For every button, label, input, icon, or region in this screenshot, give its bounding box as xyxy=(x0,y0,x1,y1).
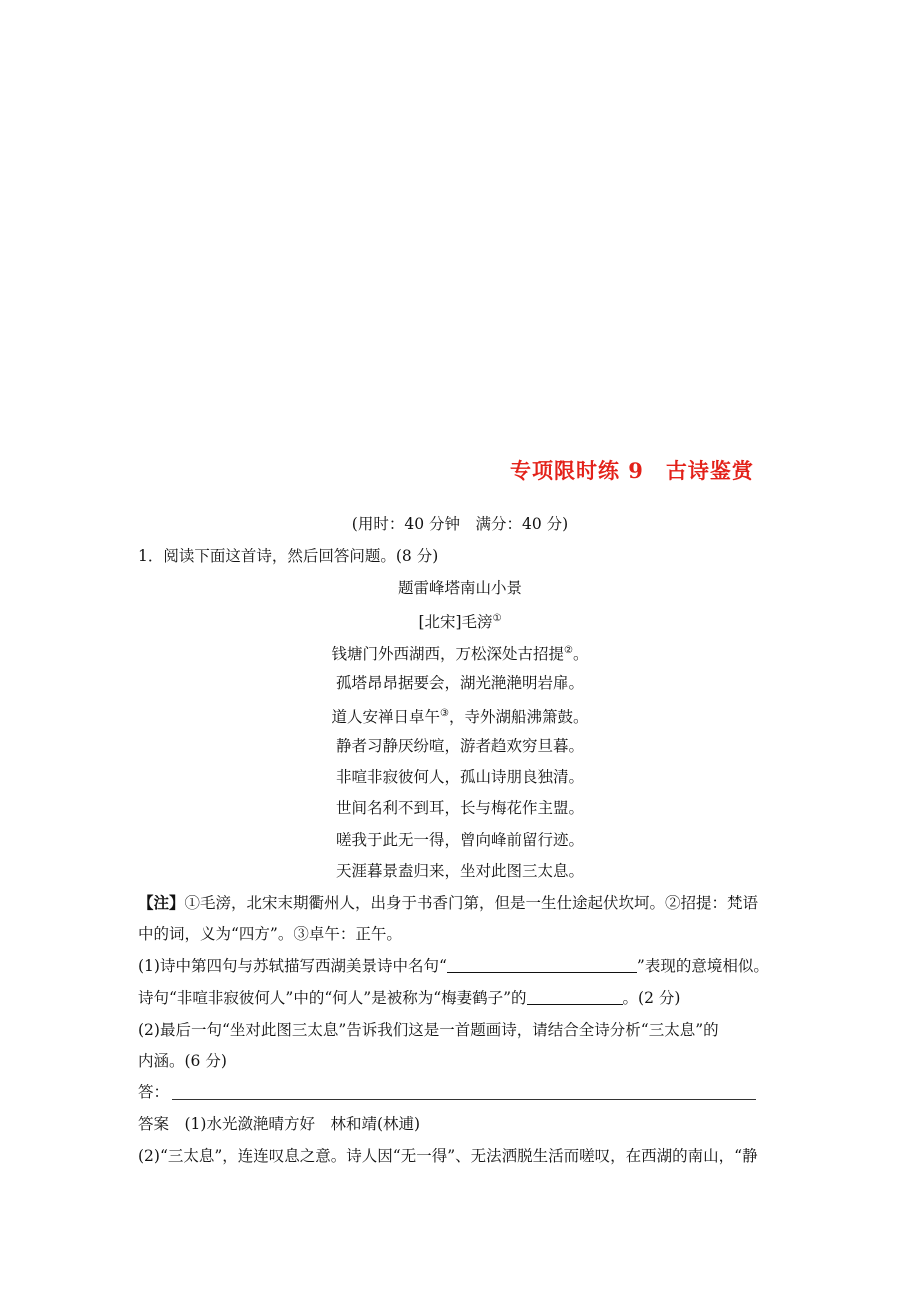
answer-label: 答： xyxy=(138,1083,170,1101)
subquestion-1-line-1 xyxy=(138,956,769,976)
poem-line xyxy=(0,641,920,664)
poem-author-text: [北宋]毛滂 xyxy=(418,613,493,631)
subquestion-1-line-2 xyxy=(138,988,680,1008)
footnote-marker: ① xyxy=(492,613,502,624)
subquestion-text: ”表现的意境相似。 xyxy=(636,957,769,975)
note-label: 【注】 xyxy=(138,893,185,912)
note-text: ①毛滂，北宋末期衢州人，出身于书香门第，但是一生仕途起伏坎坷。②招提：梵语 xyxy=(184,894,759,912)
poem-line: 孤塔昂昂据要会，湖光滟滟明岩扉。 xyxy=(335,674,584,692)
poem-line: 嗟我于此无一得，曾向峰前留行迹。 xyxy=(335,831,584,849)
subquestion-2-line-1: (2)最后一句“坐对此图三太息”告诉我们这是一首题画诗，请结合全诗分析“三太息”的 xyxy=(138,1021,719,1039)
question-1-prompt: 1．阅读下面这首诗，然后回答问题。(8 分) xyxy=(138,547,439,565)
poem-line-text: 道人安禅日卓午 xyxy=(331,708,441,726)
poem-line-text: 钱塘门外西湖西，万松深处古招提 xyxy=(331,645,565,663)
fill-blank[interactable] xyxy=(447,958,637,973)
annotation-line-2: 中的词，义为“四方”。③卓午：正午。 xyxy=(138,925,402,943)
poem-title: 题雷峰塔南山小景 xyxy=(397,579,522,597)
footnote-marker: ③ xyxy=(440,708,449,719)
subquestion-2-line-2: 内涵。(6 分) xyxy=(138,1052,227,1070)
poem-line-end: 。 xyxy=(572,645,589,663)
answer-input-line[interactable] xyxy=(172,1099,756,1100)
poem-line: 世间名利不到耳，长与梅花作主盟。 xyxy=(335,799,584,817)
poem-line: 非喧非寂彼何人，孤山诗朋良独清。 xyxy=(335,768,584,786)
fill-blank[interactable] xyxy=(527,990,623,1005)
subquestion-text: 。(2 分) xyxy=(622,989,681,1007)
annotation-line-1 xyxy=(138,893,758,913)
poem-line: 天涯暮景盍归来，坐对此图三太息。 xyxy=(335,862,584,880)
answer-key-line-2: (2)“三太息”，连连叹息之意。诗人因“无一得”、无法洒脱生活而嗟叹，在西湖的南山，“静 xyxy=(138,1147,758,1165)
poem-line xyxy=(0,704,920,727)
poem-line: 静者习静厌纷喧，游者趋欢穷旦暮。 xyxy=(335,737,584,755)
poem-line-end: ，寺外湖船沸箫鼓。 xyxy=(448,708,589,726)
subquestion-text: 诗句“非喧非寂彼何人”中的“何人”是被称为“梅妻鹤子”的 xyxy=(138,989,527,1007)
subquestion-text: (1)诗中第四句与苏轼描写西湖美景诗中名句“ xyxy=(138,957,447,975)
answer-key-line-1: 答案 (1)水光潋滟晴方好 林和靖(林逋) xyxy=(138,1115,421,1133)
poem-author xyxy=(0,609,920,632)
time-score-meta: (用时：40 分钟 满分：40 分) xyxy=(351,515,569,533)
footnote-marker: ② xyxy=(564,645,573,656)
page-title: 专项限时练 9 古诗鉴赏 xyxy=(510,458,754,483)
